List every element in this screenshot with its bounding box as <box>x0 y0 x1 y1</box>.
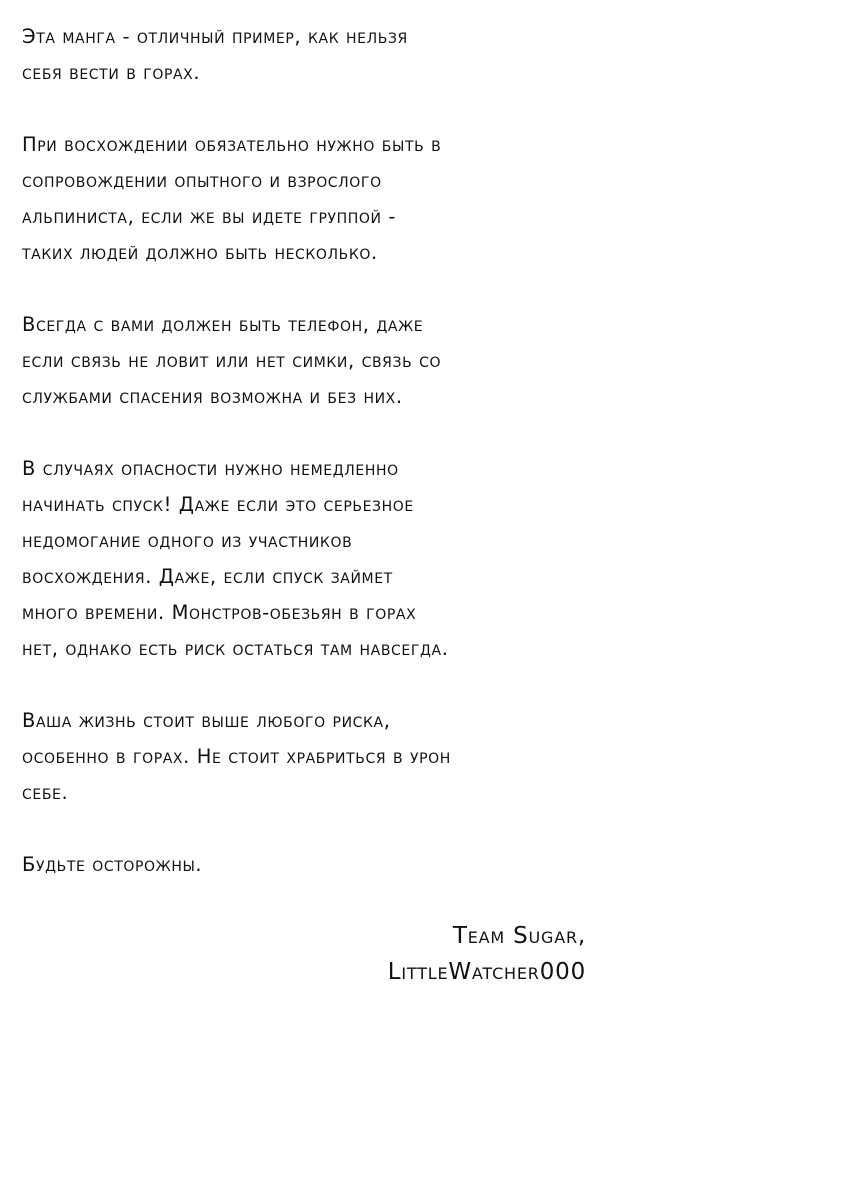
text-line: себе. <box>22 781 69 804</box>
text-line: службами спасения возможна и без них. <box>22 385 403 408</box>
text-line: много времени. Монстров-обезьян в горах <box>22 601 417 624</box>
paragraph-5 <box>22 703 622 811</box>
signature-team: Team Sugar, <box>452 923 586 949</box>
text-line: недомогание одного из участников <box>22 529 353 552</box>
text-line: таких людей должно быть несколько. <box>22 241 378 264</box>
text-line: сопровождении опытного и взрослого <box>22 169 382 192</box>
paragraph-3 <box>22 307 622 415</box>
signature <box>388 918 586 990</box>
text-line: В случаях опасности нужно немедленно <box>22 457 399 480</box>
text-line: Будьте осторожны. <box>22 853 203 876</box>
text-line: начинать спуск! Даже если это серьезное <box>22 493 414 516</box>
paragraph-4 <box>22 451 622 667</box>
paragraph-2 <box>22 127 622 271</box>
text-line: если связь не ловит или нет симки, связь со <box>22 349 442 372</box>
text-line: нет, однако есть риск остаться там навсегда. <box>22 637 449 660</box>
text-line: восхождения. Даже, если спуск займет <box>22 565 393 588</box>
message-text <box>22 19 622 919</box>
paragraph-1 <box>22 19 622 91</box>
text-line: При восхождении обязательно нужно быть в <box>22 133 442 156</box>
text-line: особенно в горах. Не стоит храбриться в урон <box>22 745 451 768</box>
text-line: альпиниста, если же вы идете группой - <box>22 205 397 228</box>
signature-author: LittleWatcher000 <box>387 959 586 985</box>
text-line: Ваша жизнь стоит выше любого риска, <box>22 709 391 732</box>
text-line: себя вести в горах. <box>22 61 201 84</box>
paragraph-6 <box>22 847 622 883</box>
text-line: Эта манга - отличный пример, как нельзя <box>22 25 408 48</box>
text-line: Всегда с вами должен быть телефон, даже <box>22 313 424 336</box>
